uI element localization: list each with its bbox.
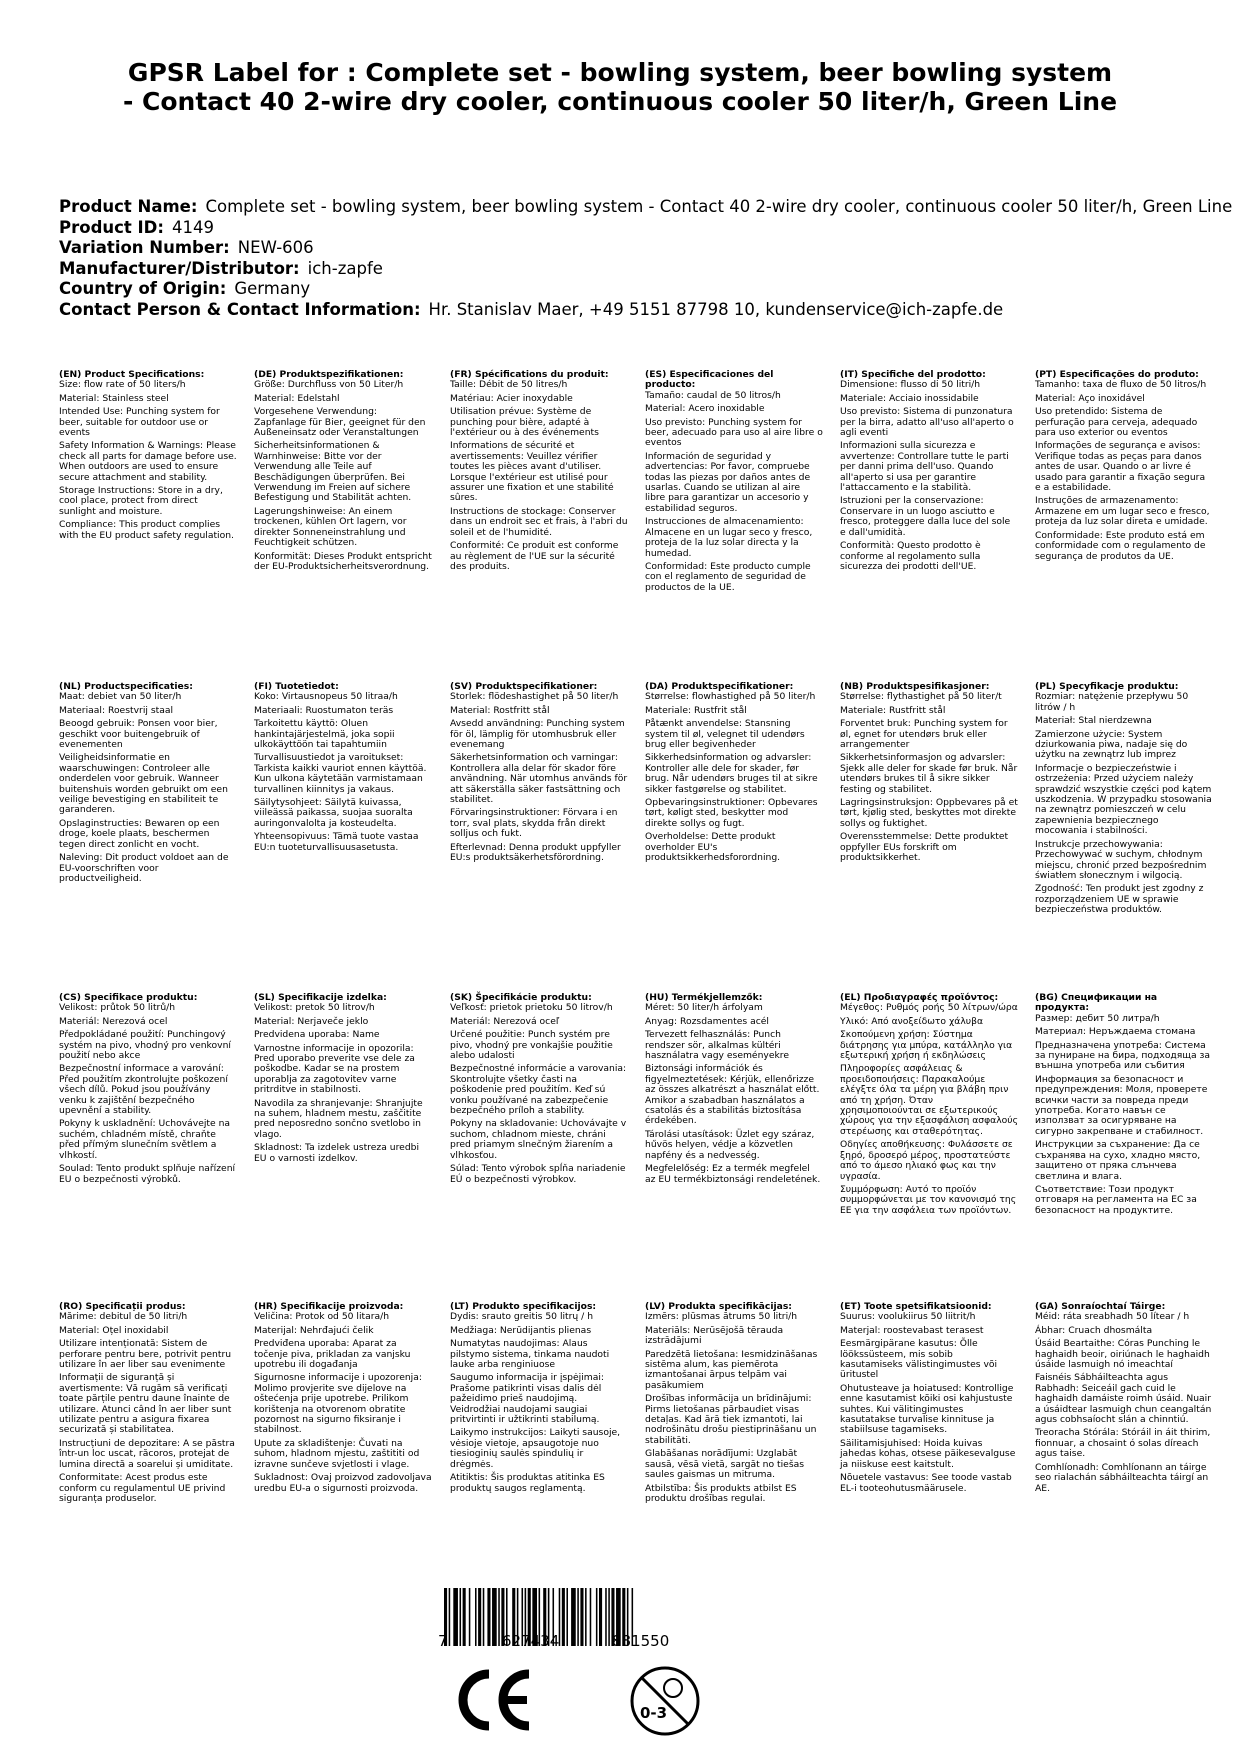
spec-line: Avsedd användning: Punching system för öl, lämplig för utomhusbruk eller evenemang	[450, 718, 625, 751]
spec-line: Faisnéis Sábháilteachta agus Rabhadh: Seiceáil gach cuid le haghaidh damáiste roimh úsáid. Nuair a úsáidtear lasmuigh chun ceangaltán agus cobhsaíocht slán a chinntiú.	[1035, 1372, 1212, 1426]
spec-line: Πληροφορίες ασφάλειας & προειδοποιήσεις: Παρακαλούμε ελέγξτε όλα τα μέρη για βλάβη πριν από τη χρήση. Όταν χρησιμοποιούνται σε εξωτερικούς χώρους για την εξασφάλιση ασφαλούς στερέωσης και σταθερότητας.	[840, 1063, 1018, 1137]
barcode-bar	[577, 1588, 579, 1646]
spec-line: Instrukcje przechowywania: Przechowywać w suchym, chłodnym miejscu, chronić przed bezpośrednim światłem słonecznym i wilgocią.	[1035, 838, 1207, 881]
spec-heading: (IT) Specifiche del prodotto:	[840, 369, 986, 380]
info-value: 4149	[171, 217, 214, 237]
spec-line: Megfelelőség: Ez a termék megfelel az EU termékbiztonsági rendeletének.	[645, 1163, 821, 1185]
spec-line: Veiligheidsinformatie en waarschuwingen: Controleer alle onderdelen voor gebruik. Wanneer buitenshuis worden gebruikt om een veilige bevestiging en stabiliteit te garanderen.	[59, 752, 228, 816]
spec-line: Lagringsinstruksjon: Oppbevares på et tørt, kjølig sted, beskyttes mot direkte sollys og fuktighet.	[840, 797, 1018, 829]
spec-line: Mărime: debitul de 50 litri/h	[59, 1311, 188, 1323]
spec-line: Säkerhetsinformation och varningar: Kontrollera alla delar för skador före användning. När utomhus används för att säkerställa säker fastsättning och stabilitet.	[450, 752, 628, 806]
spec-heading: (PT) Especificações do produto:	[1035, 369, 1199, 380]
barcode-group-2: 881550	[612, 1632, 670, 1650]
spec-block	[1035, 370, 1213, 565]
info-value: ich-zapfe	[307, 258, 383, 278]
spec-line: Skladnost: Ta izdelek ustreza uredbi EU o varnosti izdelkov.	[254, 1142, 420, 1164]
spec-line: Инструкции за съхранение: Да се съхранява на сухо, хладно място, защитено от пряка слънчева светлина и влага.	[1035, 1139, 1201, 1182]
spec-line: Conformitate: Acest produs este conform cu regulamentul UE privind siguranța produselor.	[59, 1472, 226, 1504]
spec-line: Съответствие: Този продукт отговаря на регламента на ЕС за безопасност на продуктите.	[1035, 1183, 1197, 1216]
spec-line: Förvaringsinstruktioner: Förvara i en torr, sval plats, skydda från direkt solljus och fukt.	[450, 807, 618, 840]
spec-line: Materiale: Rustfrit stål	[645, 704, 747, 716]
info-row	[59, 279, 1239, 300]
spec-line: Saugumo informacija ir įspėjimai: Prašome patikrinti visas dalis dėl pažeidimo prieš naudojimą. Veidrodžiai naudojami saugiai pritvirtinti ir užtikrinti stabilumą.	[450, 1372, 604, 1426]
spec-block	[840, 1302, 1018, 1497]
spec-line: Lagerungshinweise: An einem trockenen, kühlen Ort lagern, vor direkter Sonneneinstrahlung und Feuchtigkeit schützen.	[254, 505, 407, 549]
spec-line: Compliance: This product complies with the EU product safety regulation.	[59, 519, 234, 541]
spec-line: Sikkerhedsinformation og advarsler: Kontroller alle dele for skader, før brug. Når udendørs bruges til at sikre sikker fastgørelse og stabilitet.	[645, 752, 818, 795]
spec-line: Veľkosť: prietok prietoku 50 litrov/h	[450, 1002, 613, 1014]
spec-heading: (PL) Specyfikacje produktu:	[1035, 681, 1179, 692]
spec-line: Veličina: Protok od 50 litara/h	[254, 1311, 390, 1323]
spec-line: Pokyny na skladovanie: Uchovávajte v suchom, chladnom mieste, chráni pred priamym slnečným žiarením a vlhkosťou.	[450, 1118, 627, 1161]
spec-block	[254, 682, 432, 856]
spec-line: Material: Oțel inoxidabil	[59, 1324, 169, 1336]
spec-line: Drošības informācija un brīdinājumi: Pirms lietošanas pārbaudiet visas detaļas. Kad ārā tiek izmantoti, lai nodrošinātu drošu piestiprināšanu un stabilitāti.	[645, 1393, 817, 1446]
spec-line: Material: Aço inoxidável	[1035, 392, 1145, 404]
barcode-bar	[599, 1588, 602, 1646]
spec-line: Numatytas naudojimas: Alaus pilstymo sistema, tinkama naudoti lauke arba renginiuose	[450, 1338, 610, 1371]
barcode-bar	[608, 1588, 610, 1646]
spec-line: Soulad: Tento produkt splňuje nařízení EU o bezpečnosti výrobků.	[59, 1163, 236, 1185]
spec-line: Material: Stainless steel	[59, 392, 169, 404]
spec-line: Säilytysohjeet: Säilytä kuivassa, viileässä paikassa, suojaa suoralta auringonvalolta ja kosteudelta.	[254, 797, 413, 829]
spec-line: Σκοπούμενη χρήση: Σύστημα διάτρησης για μπύρα, κατάλληλο για εξωτερική χρήση ή εκδηλώσεις	[840, 1029, 1013, 1062]
spec-line: Материал: Неръждаема стомана	[1035, 1026, 1196, 1038]
barcode-bar	[585, 1588, 587, 1646]
spec-line: Předpokládané použití: Punchingový systém na pivo, vhodný pro venkovní použití nebo akce	[59, 1029, 231, 1062]
spec-line: Utilizare intenționată: Sistem de perforare pentru bere, potrivit pentru utilizare în aer liber sau evenimente	[59, 1338, 232, 1371]
barcode-bar	[487, 1588, 490, 1646]
spec-heading: (DE) Produktspezifikationen:	[254, 369, 404, 380]
spec-line: Safety Information & Warnings: Please check all parts for damage before use. When outdoors are used to ensure secure attachment and stability.	[59, 440, 237, 483]
spec-line: Storlek: flödeshastighet på 50 liter/h	[450, 691, 619, 703]
barcode-bar	[460, 1588, 462, 1646]
spec-line: Materiaali: Ruostumaton teräs	[254, 704, 394, 716]
spec-line: Overensstemmelse: Dette produktet oppfyller EUs forskrift om produktsikkerhet.	[840, 831, 1009, 864]
spec-line: Intended Use: Punching system for beer, suitable for outdoor use or events	[59, 406, 220, 439]
barcode-bar	[483, 1588, 485, 1646]
spec-block	[59, 370, 237, 544]
barcode-bar	[566, 1588, 568, 1646]
spec-line: Glabāšanas norādījumi: Uzglabāt sausā, vēsā vietā, sargāt no tiešas saules gaismas un mitruma.	[645, 1448, 805, 1481]
spec-block	[59, 1302, 237, 1507]
spec-line: Materijal: Nehrđajući čelik	[254, 1324, 374, 1336]
spec-block	[645, 370, 823, 596]
spec-line: Tárolási utasítások: Üzlet egy száraz, hűvös helyen, védje a közvetlen napfény és a nedvesség.	[645, 1128, 815, 1161]
spec-line: Istruzioni per la conservazione: Conservare in un luogo asciutto e fresco, proteggere dalla luce del sole e dall'umidità.	[840, 495, 1011, 538]
spec-line: Materiaal: Roestvrij staal	[59, 704, 174, 716]
barcode-bar	[449, 1588, 451, 1646]
spec-line: Οδηγίες αποθήκευσης: Φυλάσσετε σε ξηρό, δροσερό μέρος, προστατεύστε από το άμεσο ηλιακό φως και την υγρασία.	[840, 1139, 1013, 1182]
page-title: GPSR Label for : Complete set - bowling system, beer bowling system - Contact 40 2-wire dry cooler, continuous cooler 50 liter/h, Green Line	[122, 58, 1118, 116]
spec-heading: (SK) Špecifikácie produktu:	[450, 992, 592, 1003]
spec-line: Yhteensopivuus: Tämä tuote vastaa EU:n tuoteturvallisuusasetusta.	[254, 831, 419, 853]
info-label: Product ID:	[59, 217, 164, 237]
spec-line: Storage Instructions: Store in a dry, cool place, protect from direct sunlight and moisture.	[59, 485, 223, 517]
spec-heading: (EL) Προδιαγραφές προϊόντος:	[840, 992, 999, 1003]
spec-line: Uso pretendido: Sistema de perfuração para cerveja, adequado para uso exterior ou eventos	[1035, 406, 1198, 439]
spec-line: Medžiaga: Nerūdijantis plienas	[450, 1324, 592, 1336]
spec-block	[1035, 682, 1213, 919]
spec-heading: (LV) Produkta specifikācijas:	[645, 1301, 792, 1312]
barcode-group-1: 627434	[502, 1632, 560, 1650]
spec-line: Instruções de armazenamento: Armazene em um lugar seco e fresco, proteja da luz solar direta e umidade.	[1035, 495, 1210, 528]
spec-line: Konformität: Dieses Produkt entspricht der EU-Produktsicherheitsverordnung.	[254, 550, 432, 572]
spec-line: Größe: Durchfluss von 50 Liter/h	[254, 379, 404, 391]
spec-line: Informazioni sulla sicurezza e avvertenze: Controllare tutte le parti per danni prima dell'uso. Quando all'aperto si usa per garantire l'attaccamento e la stabilità.	[840, 440, 1009, 494]
spec-line: Påtænkt anvendelse: Stansning system til øl, velegnet til udendørs brug eller begivenheder	[645, 718, 805, 751]
barcode-bar	[590, 1588, 592, 1646]
spec-line: Conformidad: Este producto cumple con el reglamento de seguridad de productos de la UE.	[645, 560, 811, 593]
info-row	[59, 197, 1239, 218]
spec-line: Sigurnosne informacije i upozorenja: Molimo provjerite sve dijelove na oštećenja prije upotrebe. Prilikom korištenja na otvorenom obratite pozornost na sigurno fiksiranje i stabilnost.	[254, 1372, 422, 1436]
spec-line: Størrelse: flowhastighed på 50 liter/h	[645, 691, 816, 703]
spec-line: Materjal: roostevabast terasest	[840, 1324, 984, 1336]
spec-block	[59, 993, 237, 1188]
info-row	[59, 238, 1239, 259]
spec-line: Paredzētā lietošana: Iesmidzināšanas sistēma alum, kas piemērota izmantošanai ārpus telpām vai pasākumiem	[645, 1348, 818, 1391]
info-label: Product Name:	[59, 197, 198, 216]
barcode-bar	[571, 1588, 576, 1646]
spec-block	[645, 1302, 823, 1507]
spec-block	[645, 682, 823, 867]
spec-block	[254, 993, 432, 1167]
spec-line: Información de seguridad y advertencias: Por favor, compruebe todas las piezas por daños antes de usarlas. Cuando se utilizan al aire libre para garantizar un accesorio y estabilidad seguros.	[645, 450, 811, 514]
spec-line: Информация за безопасност и предупреждения: Моля, проверете всички части за повреда преди употреба. Когато навън се използват за осигуряване на сигурно закрепване и стабилност.	[1035, 1073, 1208, 1137]
spec-line: Predviđena uporaba: Aparat za točenje piva, prikladan za vanjsku upotrebu ili događanja	[254, 1338, 411, 1371]
ce-mark-icon	[455, 1668, 535, 1732]
spec-line: Materiale: Acciaio inossidabile	[840, 392, 979, 404]
spec-heading: (SV) Produktspecifikationer:	[450, 681, 598, 692]
spec-line: Instrucciones de almacenamiento: Almacene en un lugar seco y fresco, proteja de la luz solar directa y la humedad.	[645, 516, 813, 559]
spec-line: Conformité: Ce produit est conforme au règlement de l'UE sur la sécurité des produits.	[450, 540, 619, 572]
spec-line: Atbilstība: Šis produkts atbilst ES produktu drošības regulai.	[645, 1482, 797, 1504]
spec-line: Beoogd gebruik: Ponsen voor bier, geschikt voor buitengebruik of evenementen	[59, 718, 218, 751]
spec-line: Material: Rostfritt stål	[450, 704, 550, 716]
barcode-bar	[469, 1588, 471, 1646]
barcode-bar	[562, 1588, 565, 1646]
spec-heading: (HR) Specifikacije proizvoda:	[254, 1301, 404, 1312]
spec-heading: (FR) Spécifications du produit:	[450, 369, 609, 380]
spec-line: Material: Nerjaveče jeklo	[254, 1015, 369, 1027]
barcode-bar	[463, 1588, 466, 1646]
info-label: Contact Person & Contact Information:	[59, 299, 421, 319]
info-label: Manufacturer/Distributor:	[59, 258, 300, 278]
spec-line: Tarkoitettu käyttö: Oluen hankintajärjestelmä, joka sopii ulkokäyttöön tai tapahtumiin	[254, 718, 395, 751]
spec-heading: (BG) Спецификации на продукта:	[1035, 992, 1158, 1014]
spec-line: Sukladnost: Ovaj proizvod zadovoljava uredbu EU-a o sigurnosti proizvoda.	[254, 1472, 432, 1494]
info-row	[59, 218, 1239, 239]
spec-line: Informations de sécurité et avertissements: Veuillez vérifier toutes les pièces avant d'utiliser. Lorsque l'extérieur est utilisé pour assurer une fixation et une stabilité sûres.	[450, 440, 614, 504]
spec-block	[254, 1302, 432, 1497]
spec-block	[840, 993, 1018, 1219]
spec-line: Úsáid Beartaithe: Córas Punching le haghaidh beoir, oiriúnach le haghaidh úsáide lasmuigh nó imeachtaí	[1035, 1338, 1210, 1371]
spec-line: Συμμόρφωση: Αυτό το προϊόν συμμορφώνεται με τον κανονισμό της ΕΕ για την ασφάλεια των προϊόντων.	[840, 1183, 1017, 1216]
spec-line: Velikost: průtok 50 litrů/h	[59, 1002, 176, 1014]
spec-line: Méid: ráta sreabhadh 50 lítear / h	[1035, 1311, 1190, 1323]
spec-line: Utilisation prévue: Système de punching pour bière, adapté à l'extérieur ou à des événements	[450, 406, 599, 439]
barcode-bar	[596, 1588, 598, 1646]
spec-line: Materiál: Nerezová ocel	[59, 1015, 168, 1027]
spec-line: Materiał: Stal nierdzewna	[1035, 715, 1152, 727]
info-label: Country of Origin:	[59, 279, 227, 298]
spec-line: Atitiktis: Šis produktas atitinka ES produktų saugos reglamentą.	[450, 1472, 605, 1494]
spec-line: Informações de segurança e avisos: Verifique todas as peças para danos antes de usar. Quando o ar livre é usado para garantir a fixação segura e a estabilidade.	[1035, 440, 1206, 494]
spec-heading: (NB) Produktspesifikasjoner:	[840, 681, 990, 692]
spec-line: Conformidade: Este produto está em conformidade com o regulamento de segurança de produtos da UE.	[1035, 529, 1206, 562]
spec-line: Υλικό: Από ανοξείδωτο χάλυβα	[840, 1015, 983, 1027]
spec-line: Bezpečnostné informácie a varovania: Skontrolujte všetky časti na poškodenie pred použitím. Keď sú vonku používané na zabezpečenie bezpečného príloh a stability.	[450, 1063, 627, 1117]
spec-line: Opbevaringsinstruktioner: Opbevares tørt, køligt sted, beskytter mod direkte sollys og fugt.	[645, 797, 818, 829]
spec-block	[450, 1302, 628, 1497]
spec-line: Informacje o bezpieczeństwie i ostrzeżenia: Przed użyciem należy sprawdzić wszystkie części pod kątem uszkodzenia. W przypadku stosowania na zewnątrz pomieszczeń w celu zapewnienia bezpiecznego mocowania i stabilności.	[1035, 762, 1212, 837]
spec-line: Izmērs: plūsmas ātrums 50 litri/h	[645, 1311, 798, 1323]
spec-line: Méret: 50 liter/h árfolyam	[645, 1002, 763, 1014]
spec-line: Laikymo instrukcijos: Laikyti sausoje, vėsioje vietoje, apsaugotoje nuo tiesioginių saulės spindulių ir drėgmės.	[450, 1427, 621, 1470]
spec-heading: (RO) Specificații produs:	[59, 1301, 186, 1312]
spec-line: Tervezett felhasználás: Punch rendszer sör, alkalmas kültéri használatra vagy eseményekre	[645, 1029, 790, 1062]
spec-line: Materiál: Nerezová oceľ	[450, 1015, 560, 1027]
spec-line: Súlad: Tento výrobok spĺňa nariadenie EÚ o bezpečnosti výrobkov.	[450, 1163, 626, 1185]
spec-line: Zamierzone użycie: System dziurkowania piwa, nadaje się do użytku na zewnątrz lub imprez	[1035, 728, 1188, 761]
spec-line: Μέγεθος: Ρυθμός ροής 50 λίτρων/ώρα	[840, 1002, 1018, 1014]
info-value: Germany	[234, 279, 311, 298]
spec-heading: (ES) Especificaciones del producto:	[645, 369, 774, 391]
spec-line: Rozmiar: natężenie przepływu 50 litrów / h	[1035, 691, 1189, 713]
spec-line: Forventet bruk: Punching system for øl, egnet for utendørs bruk eller arrangementer	[840, 718, 1008, 751]
spec-line: Tamanho: taxa de fluxo de 50 litros/h	[1035, 379, 1207, 391]
spec-line: Uso previsto: Punching system for beer, adecuado para uso al aire libre o eventos	[645, 416, 823, 449]
spec-line: Velikost: pretok 50 litrov/h	[254, 1002, 375, 1014]
spec-line: Informații de siguranță și avertismente: Vă rugăm să verificați toate părțile pentru daune înainte de utilizare. Atunci când în aer liber sunt utilizate pentru a asigura fixarea securizată și stabilitatea.	[59, 1372, 232, 1436]
spec-line: Navodila za shranjevanje: Shranjujte na suhem, hladnem mestu, zaščitite pred neposredno sončno svetlobo in vlago.	[254, 1097, 423, 1140]
info-row	[59, 300, 1239, 321]
barcode-bar	[605, 1588, 607, 1646]
spec-heading: (ET) Toote spetsifikatsioonid:	[840, 1301, 992, 1312]
barcode	[440, 1588, 710, 1646]
barcode-bar	[580, 1588, 583, 1646]
info-value: NEW-606	[237, 238, 314, 257]
spec-line: Comhlíonadh: Comhlíonann an táirge seo rialachán sábháilteachta táirgí an AE.	[1035, 1461, 1209, 1494]
spec-heading: (CS) Specifikace produktu:	[59, 992, 198, 1003]
spec-line: Koko: Virtausnopeus 50 litraa/h	[254, 691, 398, 703]
spec-block	[1035, 993, 1213, 1219]
spec-block	[59, 682, 237, 887]
spec-line: Treoracha Stórála: Stóráil in áit thirim, fionnuar, a chosaint ó solas díreach agus taise.	[1035, 1427, 1211, 1460]
spec-line: Zgodność: Ten produkt jest zgodny z rozporządzeniem UE w sprawie bezpieczeństwa produktów.	[1035, 883, 1204, 916]
spec-heading: (SL) Specifikacije izdelka:	[254, 992, 387, 1003]
info-row	[59, 259, 1239, 280]
not-for-children-0-3-icon	[628, 1664, 702, 1738]
spec-line: Tamaño: caudal de 50 litros/h	[645, 389, 781, 401]
barcode-bar	[498, 1588, 500, 1646]
spec-line: Предназначена употреба: Система за пуниране на бира, подходяща за външна употреба или събития	[1035, 1039, 1211, 1072]
age-label: 0-3	[640, 1704, 668, 1722]
product-info	[59, 197, 1239, 320]
spec-heading: (LT) Produkto specifikacijos:	[450, 1301, 597, 1312]
spec-line: Efterlevnad: Denna produkt uppfyller EU:s produktsäkerhetsförordning.	[450, 841, 621, 864]
spec-line: Predvidena uporaba: Name	[254, 1029, 380, 1041]
spec-line: Säilitamisjuhised: Hoida kuivas jahedas kohas, otsese päikesevalguse ja niiskuse eest kaitstult.	[840, 1437, 1016, 1470]
spec-line: Eesmärgipärane kasutus: Õlle löökssüsteem, mis sobib kasutamiseks välistingimustes või üritustel	[840, 1338, 998, 1381]
spec-line: Размер: дебит 50 литра/h	[1035, 1012, 1160, 1024]
spec-line: Overholdelse: Dette produkt overholder EU's produktsikkerhedsforordning.	[645, 831, 781, 864]
spec-line: Conformità: Questo prodotto è conforme al regolamento sulla sicurezza dei prodotti dell'UE.	[840, 540, 981, 572]
spec-block	[645, 993, 823, 1188]
spec-line: Instructions de stockage: Conserver dans un endroit sec et frais, à l'abri du soleil et de l'humidité.	[450, 505, 628, 538]
spec-line: Anyag: Rozsdamentes acél	[645, 1015, 769, 1027]
spec-heading: (FI) Tuotetiedot:	[254, 681, 339, 692]
spec-line: Naleving: Dit product voldoet aan de EU-voorschriften voor productveiligheid.	[59, 852, 229, 884]
spec-line: Určené použitie: Punch systém pre pivo, vhodný pre vonkajšie použitie alebo udalosti	[450, 1029, 613, 1062]
spec-heading: (EN) Product Specifications:	[59, 369, 205, 380]
spec-heading: (DA) Produktspecifikationer:	[645, 681, 794, 692]
spec-line: Suurus: voolukiirus 50 liitrit/h	[840, 1311, 976, 1323]
spec-line: Bezpečnostní informace a varování: Před použitím zkontrolujte poškození všech dílů. Pokud jsou používány venku k zajištění bezpečného upevnění a stability.	[59, 1063, 228, 1117]
spec-line: Biztonsági információk és figyelmeztetések: Kérjük, ellenőrizze az összes alkatrészt a használat előtt. Amikor a szabadban használatos a csatolás és a stabilitás biztosítása érdekében.	[645, 1063, 820, 1127]
spec-line: Taille: Débit de 50 litres/h	[450, 379, 568, 391]
spec-line: Ábhar: Cruach dhosmálta	[1035, 1324, 1153, 1336]
spec-block	[1035, 1302, 1213, 1497]
spec-block	[254, 370, 432, 575]
spec-heading: (GA) Sonraíochtaí Táirge:	[1035, 1301, 1166, 1312]
spec-block	[840, 370, 1018, 575]
spec-line: Uso previsto: Sistema di punzonatura per la birra, adatto all'uso all'aperto o agli eventi	[840, 406, 1014, 439]
spec-line: Material: Edelstahl	[254, 392, 340, 404]
spec-line: Størrelse: flythastighet på 50 liter/t	[840, 691, 1002, 703]
spec-line: Matériau: Acier inoxydable	[450, 392, 573, 404]
spec-line: Pokyny k uskladnění: Uchovávejte na suchém, chladném místě, chraňte před přímým slunečním světlem a vlhkostí.	[59, 1118, 231, 1161]
spec-line: Materiale: Rustfritt stål	[840, 704, 946, 716]
spec-line: Opslaginstructies: Bewaren op een droge, koele plaats, beschermen tegen direct zonlicht en vocht.	[59, 817, 220, 850]
spec-line: Sikkerhetsinformasjon og advarsler: Sjekk alle deler for skade før bruk. Når utendørs brukes til å sikre sikker festing og stabilitet.	[840, 752, 1018, 795]
spec-block	[450, 993, 628, 1188]
barcode-digit-1: 7	[438, 1632, 448, 1650]
spec-line: Dimensione: flusso di 50 litri/h	[840, 379, 981, 391]
info-value: Hr. Stanislav Maer, +49 5151 87798 10, kundenservice@ich-zapfe.de	[428, 299, 1004, 319]
spec-line: Upute za skladištenje: Čuvati na suhom, hladnom mjestu, zaštititi od izravne sunčeve svjetlosti i vlage.	[254, 1437, 420, 1470]
barcode-bar	[492, 1588, 497, 1646]
spec-line: Size: flow rate of 50 liters/h	[59, 379, 186, 391]
spec-heading: (NL) Productspecificaties:	[59, 681, 193, 692]
spec-block	[840, 682, 1018, 867]
barcode-bar	[475, 1588, 477, 1646]
spec-line: Varnostne informacije in opozorila: Pred uporabo preverite vse dele za poškodbe. Kadar se na prostem uporablja za zagotovitev varne pritrditve in stabilnosti.	[254, 1042, 415, 1096]
spec-heading: (HU) Termékjellemzők:	[645, 992, 763, 1003]
barcode-bar	[478, 1588, 481, 1646]
spec-line: Material: Acero inoxidable	[645, 403, 765, 415]
spec-line: Nõuetele vastavus: See toode vastab EL-i tooteohutusmäärusele.	[840, 1472, 1012, 1494]
spec-line: Sicherheitsinformationen & Warnhinweise: Bitte vor der Verwendung alle Teile auf Beschädigungen überprüfen. Bei Verwendung im Freien auf sichere Befestigung und Stabilität achten.	[254, 440, 412, 504]
barcode-bar	[453, 1588, 458, 1646]
spec-line: Vorgesehene Verwendung: Zapfanlage für Bier, geeignet für den Außeneinsatz oder Veranstaltungen	[254, 406, 426, 439]
spec-line: Ohutusteave ja hoiatused: Kontrollige enne kasutamist kõiki osi kahjustuste suhtes. Kui välitingimustes kasutatakse turvalise kinnituse ja stabiilsuse tagamiseks.	[840, 1382, 1014, 1436]
spec-line: Turvallisuustiedot ja varoitukset: Tarkista kaikki vauriot ennen käyttöä. Kun ulkona käytetään varmistamaan turvallinen kiinnitys ja vakaus.	[254, 752, 427, 795]
spec-line: Dydis: srauto greitis 50 litrų / h	[450, 1311, 594, 1323]
spec-block	[450, 370, 628, 575]
spec-line: Instrucțiuni de depozitare: A se păstra într-un loc uscat, răcoros, protejat de lumina directă a soarelui și umiditate.	[59, 1437, 235, 1470]
spec-line: Maat: debiet van 50 liter/h	[59, 691, 182, 703]
spec-block	[450, 682, 628, 867]
info-value: Complete set - bowling system, beer bowling system - Contact 40 2-wire dry cooler, continuous cooler 50 liter/h, Green Line	[205, 197, 1233, 216]
info-label: Variation Number:	[59, 238, 230, 257]
spec-line: Materiāls: Nerūsējošā tērauda izstrādājumi	[645, 1324, 784, 1347]
